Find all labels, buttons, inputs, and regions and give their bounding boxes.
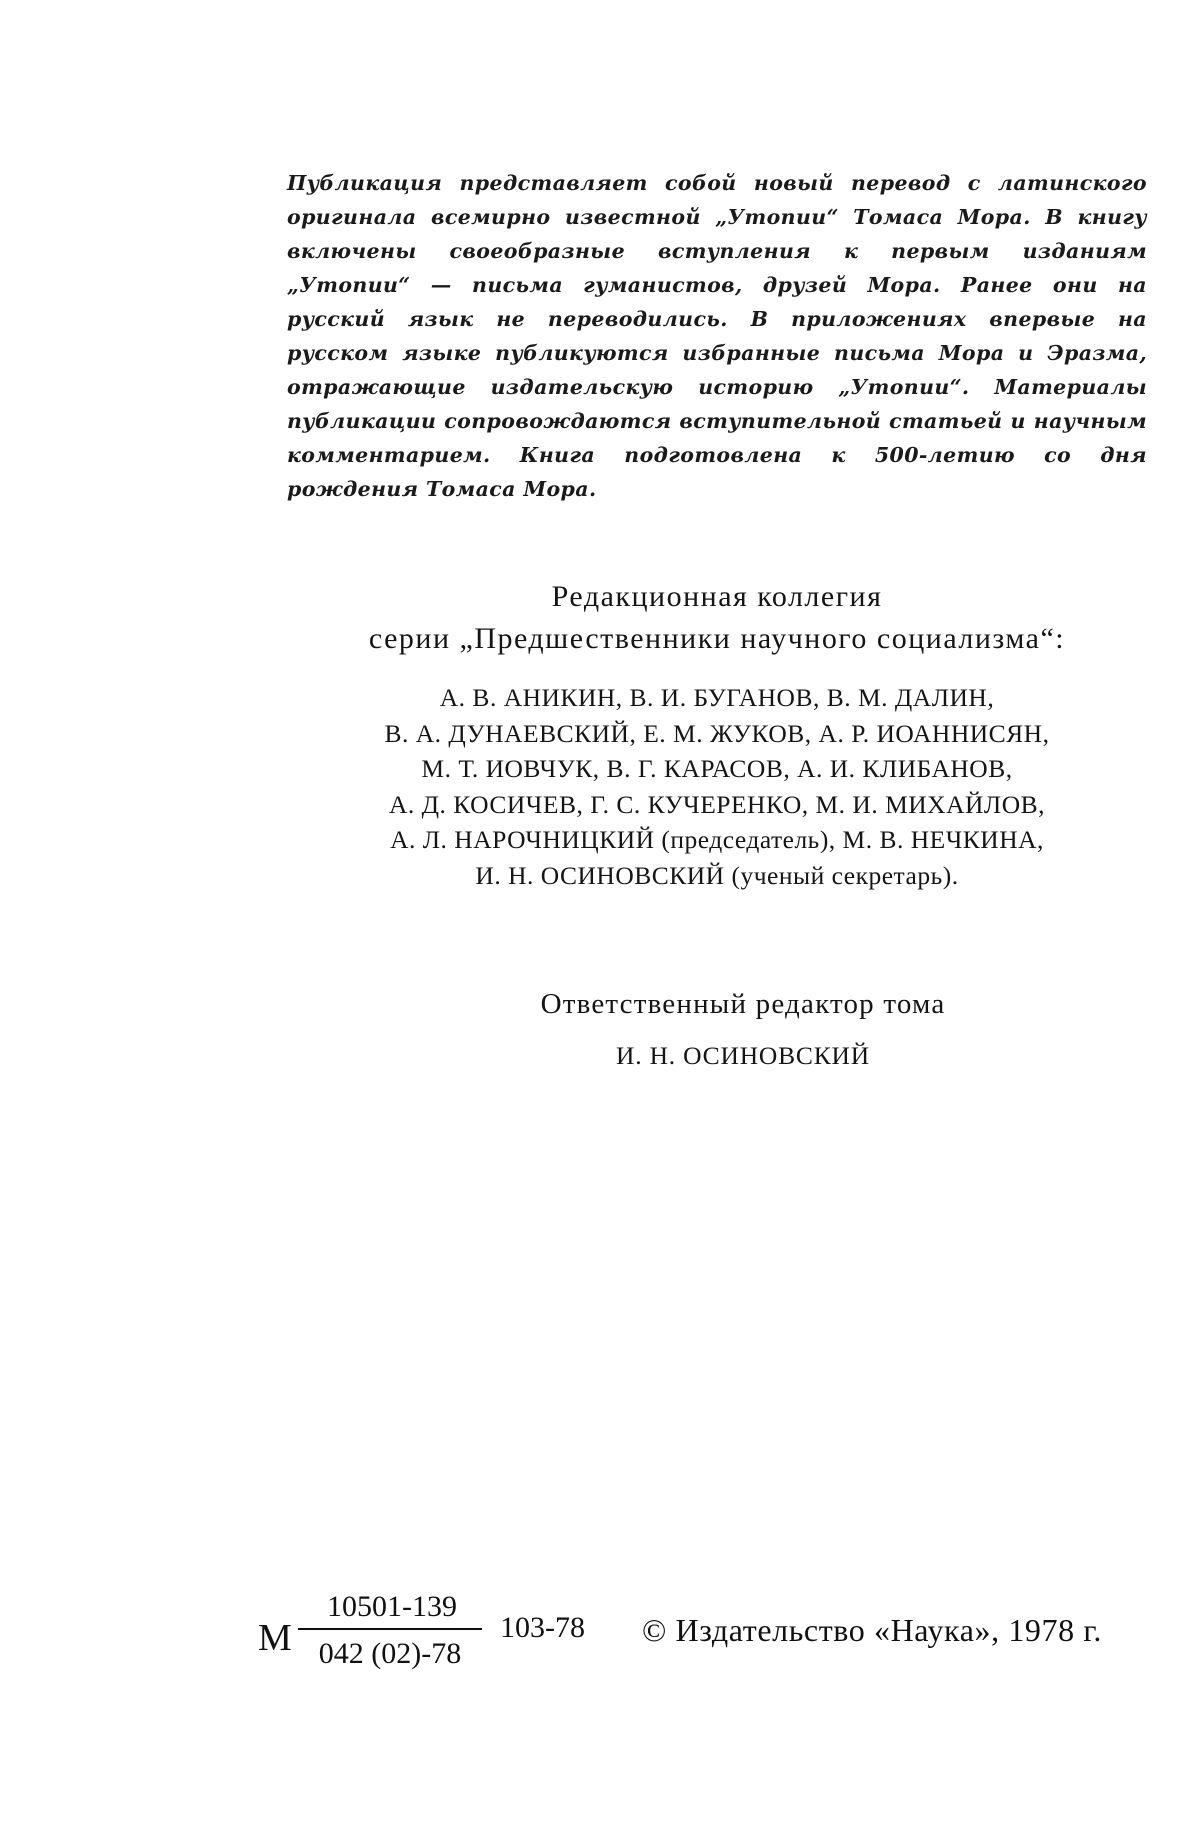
members-line: А. Л. НАРОЧНИЦКИЙ (председатель), М. В. НЕЧКИНА, [390, 825, 1044, 854]
editorial-board [287, 576, 1147, 893]
members-line: А. В. АНИКИН, В. И. БУГАНОВ, В. М. ДАЛИН, [439, 683, 995, 712]
members-line: В. А. ДУНАЕВСКИЙ, Е. М. ЖУКОВ, А. Р. ИОАННИСЯН, [384, 718, 1050, 748]
responsible-editor [287, 984, 1147, 1074]
publication-code-letter: М [258, 1617, 292, 1659]
copyright-notice: © Издательство «Наука», 1978 г. [642, 1612, 1103, 1648]
members-line: И. Н. ОСИНОВСКИЙ (ученый секретарь). [475, 860, 959, 890]
annotation-paragraph: Публикация представляет собой новый перевод с латинского оригинала всемирно известной „Утопии“ Томаса Мора. В книгу включены своеобразные вступления к первым изданиям „Утопии“ — письма гуманистов, друзей Мора. Ранее они на русский язык не переводились. В приложениях впервые на русском языке публикуются избранные письма Мора и Эразма, отражающие издательскую историю „Утопии“. Материалы публикации сопровождаются вступительной статьей и научным комментарием. Книга подготовлена к 500-летию со дня рождения Томаса Мора. [287, 171, 1147, 501]
editorial-board-title [287, 576, 1147, 660]
responsible-editor-name: И. Н. ОСИНОВСКИЙ [616, 1041, 870, 1070]
publication-code-tail: 103-78 [500, 1611, 585, 1644]
responsible-editor-title: Ответственный редактор тома [540, 988, 946, 1020]
imprint-line [258, 1586, 1178, 1696]
editorial-board-title-line-2: серии „Предшественники научного социализма“: [368, 622, 1066, 655]
fraction-bar [298, 1628, 482, 1630]
publication-code-denominator: 042 (02)-78 [318, 1637, 462, 1670]
publication-code-numerator: 10501-139 [327, 1590, 457, 1623]
members-line: М. Т. ИОВЧУК, В. Г. КАРАСОВ, А. И. КЛИБАНОВ, [421, 754, 1013, 783]
members-line: А. Д. КОСИЧЕВ, Г. С. КУЧЕРЕНКО, М. И. МИХАЙЛОВ, [388, 789, 1046, 819]
editorial-board-members [287, 680, 1147, 893]
editorial-board-title-line-1: Редакционная коллегия [551, 580, 883, 613]
